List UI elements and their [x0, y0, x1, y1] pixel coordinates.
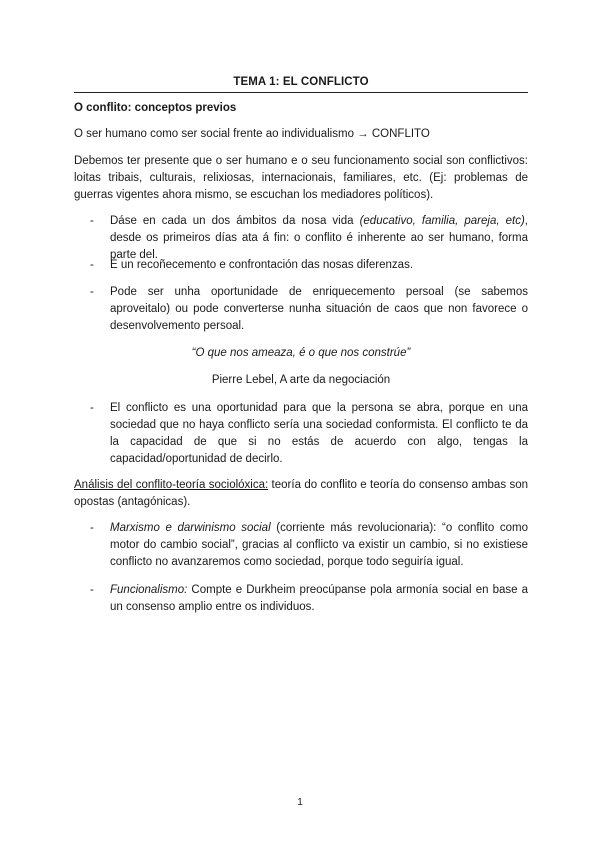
- quote-author: Pierre Lebel, A arte da negociación: [211, 374, 391, 386]
- bullet-marker: -: [90, 215, 94, 227]
- bullet-marker: -: [90, 286, 94, 298]
- document-title: TEMA 1: EL CONFLICTO: [233, 76, 369, 88]
- list-item: El conflicto es una oportunidad para que la persona se abra, porque en una sociedad que no haya conflicto sería una sociedad conformista. El conflicto te da la capacidad de que si no estás de acuerdo con algo, tengas la capacidad/oportunidad de decirlo.: [110, 402, 528, 465]
- list-item-emphasis: (educativo, familia, pareja, etc): [359, 215, 525, 227]
- bullet-marker: -: [90, 259, 94, 271]
- intro-line: [74, 126, 528, 143]
- analysis-heading: Análisis del conflito-teoría sociolóxica:: [74, 479, 269, 491]
- arrow-icon: →: [357, 128, 369, 140]
- list-item: Funcionalismo: Compte e Durkheim preocúpanse pola armonía social en base a un consenso amplio entre os individuos.: [110, 584, 528, 613]
- list-item: Marxismo e darwinismo social (corriente más revolucionaria): “o conflito como motor do cambio social”, gracias al conflicto va existir un cambio, si no existiese conflicto no avanzaremos como sociedad, porque todo seguiría igual.: [110, 522, 528, 568]
- list-item: É un recoñecemento e confrontación das nosas diferenzas.: [110, 259, 414, 271]
- list-item: Dáse en cada un dos ámbitos da nosa vida (educativo, familia, pareja, etc), desde os primeiros días ata á fin: o conflito é inherente ao ser humano, forma parte del.: [110, 215, 528, 261]
- page-number: 1: [297, 797, 303, 808]
- intro-line-text: O ser humano como ser social frente ao individualismo: [74, 128, 354, 140]
- quote: “O que nos ameaza, é o que nos constrúe”: [191, 347, 411, 359]
- bullet-marker: -: [90, 522, 94, 534]
- bullet-marker: -: [90, 584, 94, 596]
- list-item-emphasis: Funcionalismo:: [110, 584, 188, 596]
- list-item-emphasis: Marxismo e darwinismo social: [110, 522, 271, 534]
- paragraph-intro: Debemos ter presente que o ser humano e o seu funcionamento social son conflictivos: loitas tribais, culturais, relixiosas, internacionais, familiares, etc. (Ej: problemas de guerras vigentes ahora mismo, se escuchan los mediadores políticos).: [74, 155, 528, 201]
- title-rule: [74, 92, 528, 93]
- section-heading: O conflito: conceptos previos: [74, 102, 237, 114]
- analysis-paragraph: Análisis del conflito-teoría sociolóxica: teoría do conflito e teoría do consenso ambas son opostas (antagónicas).: [74, 479, 528, 508]
- bullet-marker: -: [90, 402, 94, 414]
- intro-line-tail: CONFLITO: [371, 128, 430, 140]
- list-item: Pode ser unha oportunidade de enriquecemento persoal (se sabemos aproveitalo) ou pode converterse nunha situación de caos que non favorece o desenvolvemento persoal.: [110, 286, 528, 332]
